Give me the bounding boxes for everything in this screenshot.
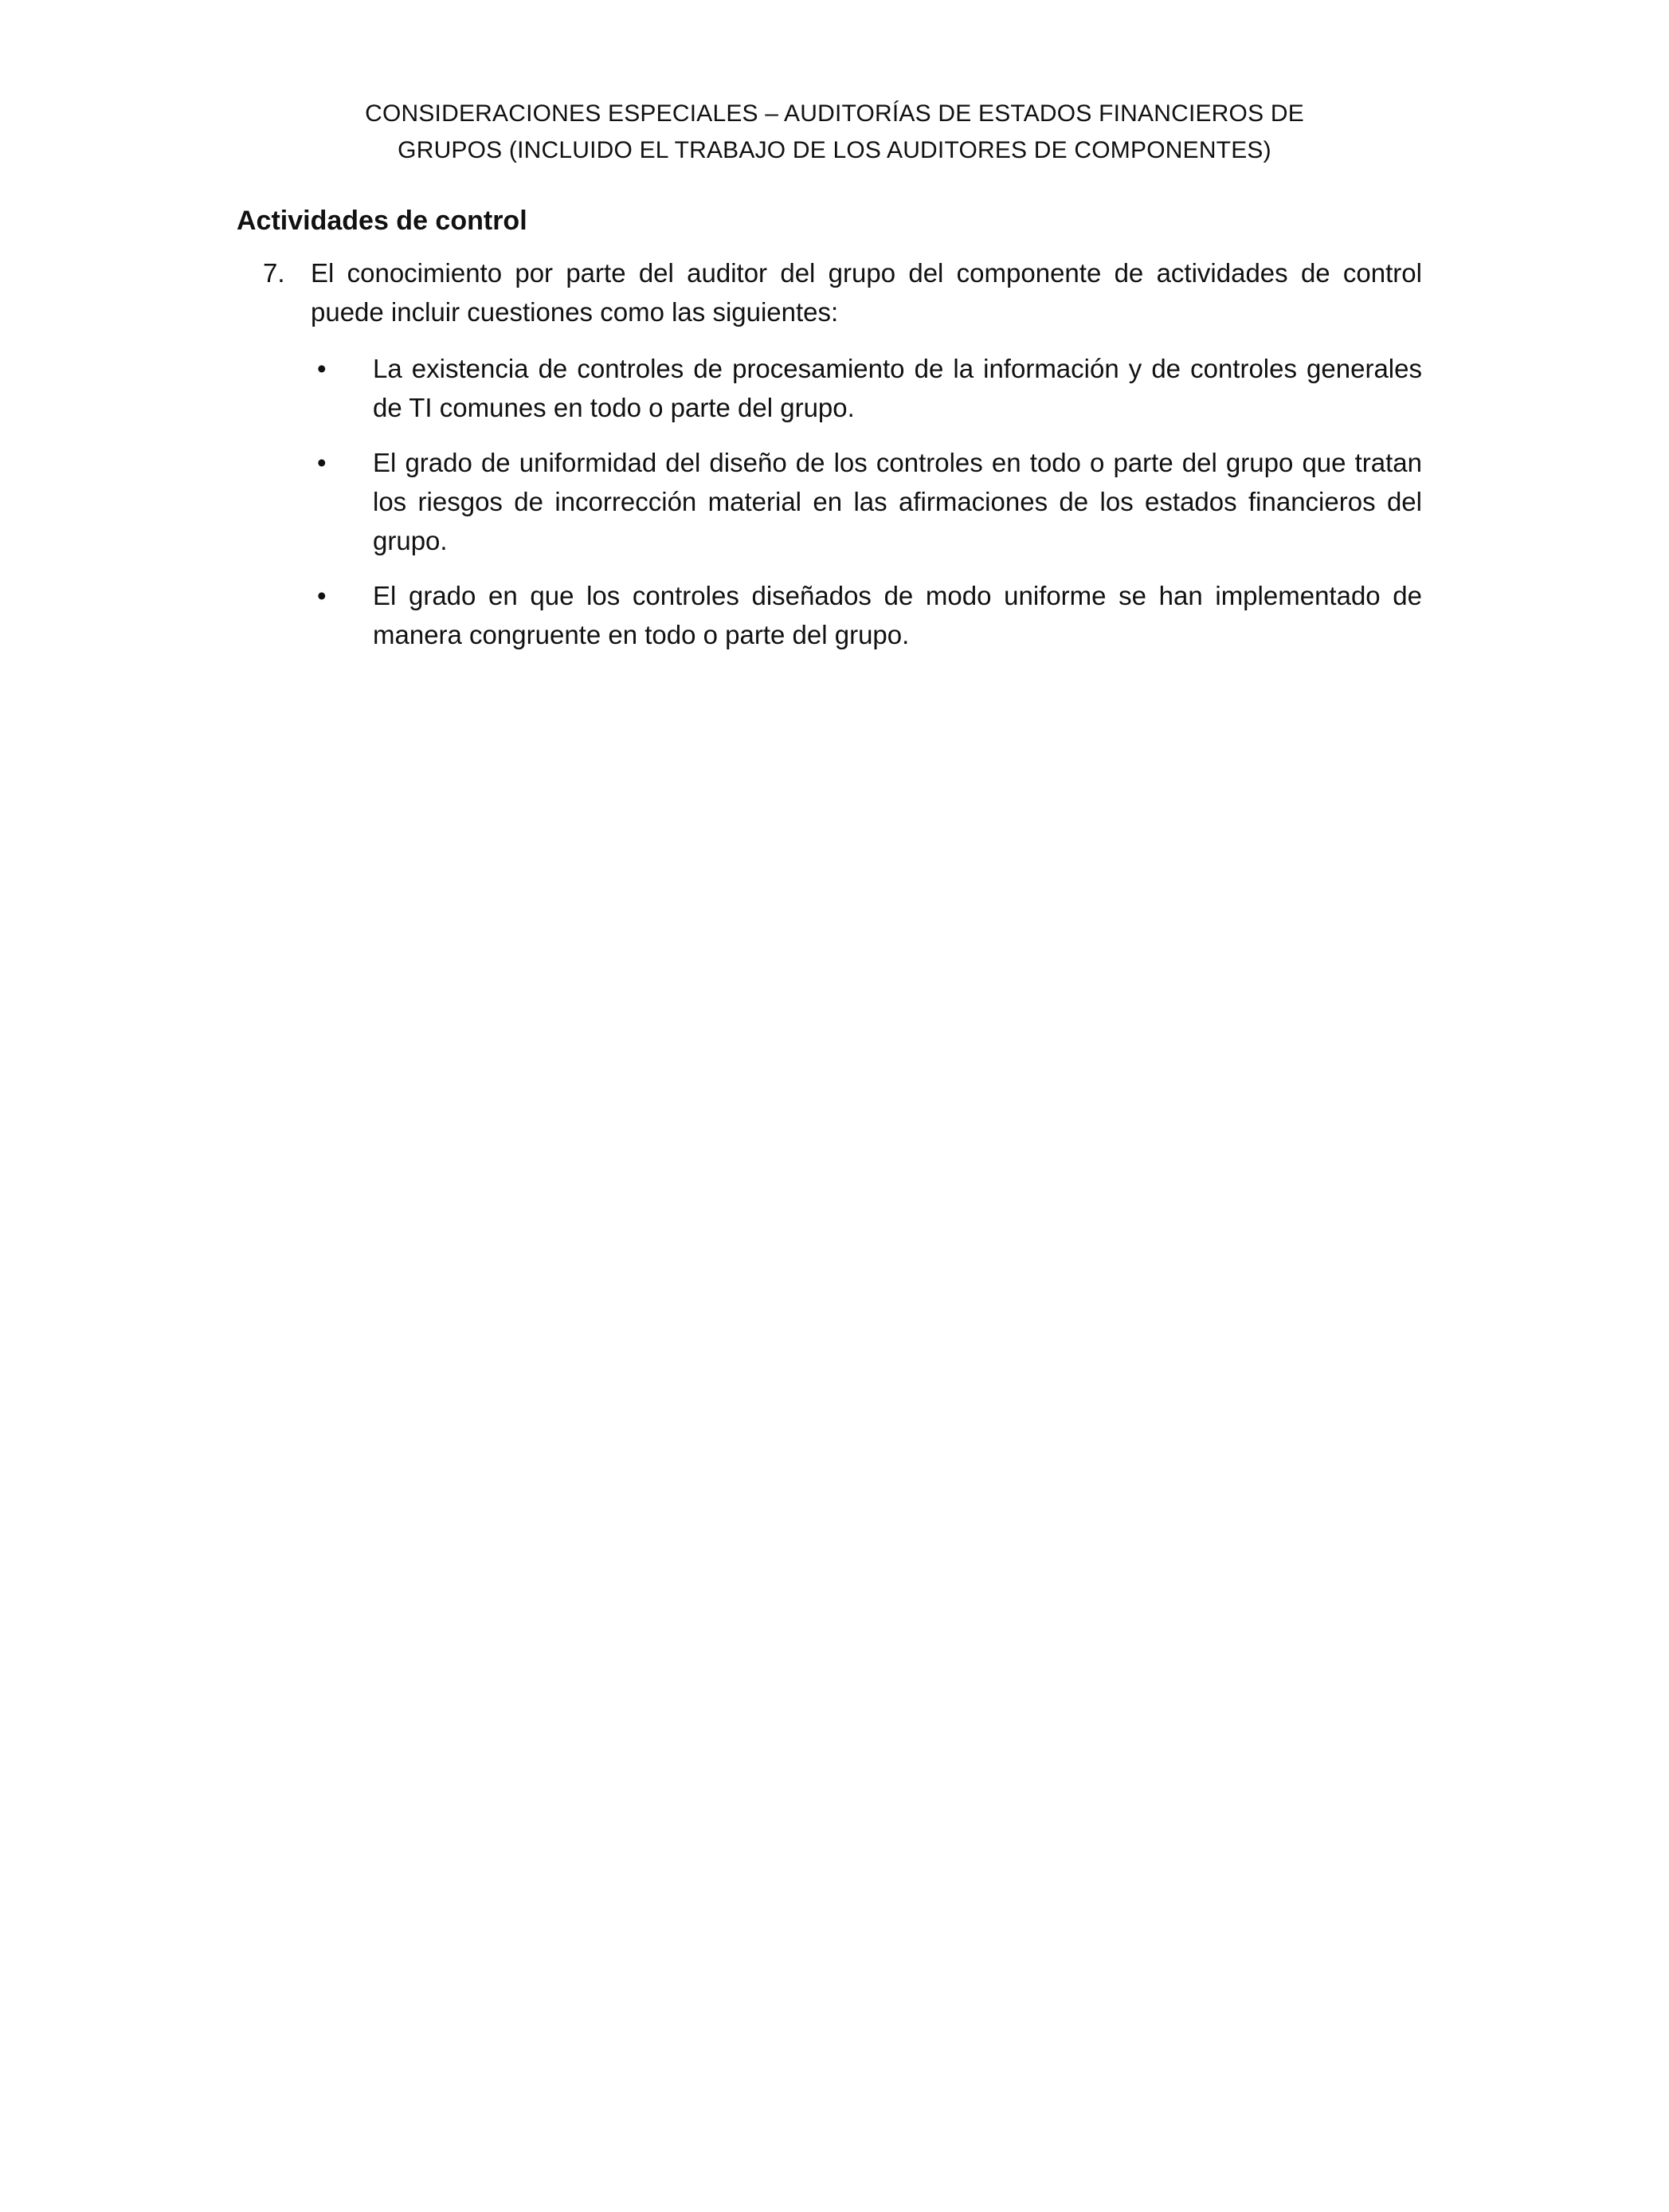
list-item — [311, 576, 1422, 654]
page-header — [0, 96, 1669, 169]
bullet-icon: • — [317, 448, 327, 477]
bullet-icon: • — [317, 581, 327, 610]
bullet-icon: • — [317, 354, 327, 383]
list-item-text: La existencia de controles de procesamiento de la información y de controles generales de TI comunes en todo o parte del grupo. — [373, 354, 1422, 422]
paragraph-number: 7. — [263, 258, 285, 288]
list-item — [311, 349, 1422, 427]
list-item — [311, 443, 1422, 560]
section-heading: Actividades de control — [237, 206, 527, 236]
page-header-line-2: GRUPOS (INCLUIDO EL TRABAJO DE LOS AUDITORES DE COMPONENTES) — [398, 137, 1271, 163]
numbered-paragraph — [263, 253, 1422, 670]
bullet-list — [263, 349, 1422, 654]
paragraph-text: El conocimiento por parte del auditor del grupo del componente de actividades de control puede incluir cuestiones como las siguientes: — [311, 258, 1422, 327]
page-header-line-1: CONSIDERACIONES ESPECIALES – AUDITORÍAS DE ESTADOS FINANCIEROS DE — [365, 100, 1304, 127]
list-item-text: El grado en que los controles diseñados de modo uniforme se han implementado de manera congruente en todo o parte del grupo. — [373, 581, 1422, 649]
list-item-text: El grado de uniformidad del diseño de los controles en todo o parte del grupo que tratan los riesgos de incorrección material en las afirmaciones de los estados financieros del grupo. — [373, 448, 1422, 555]
